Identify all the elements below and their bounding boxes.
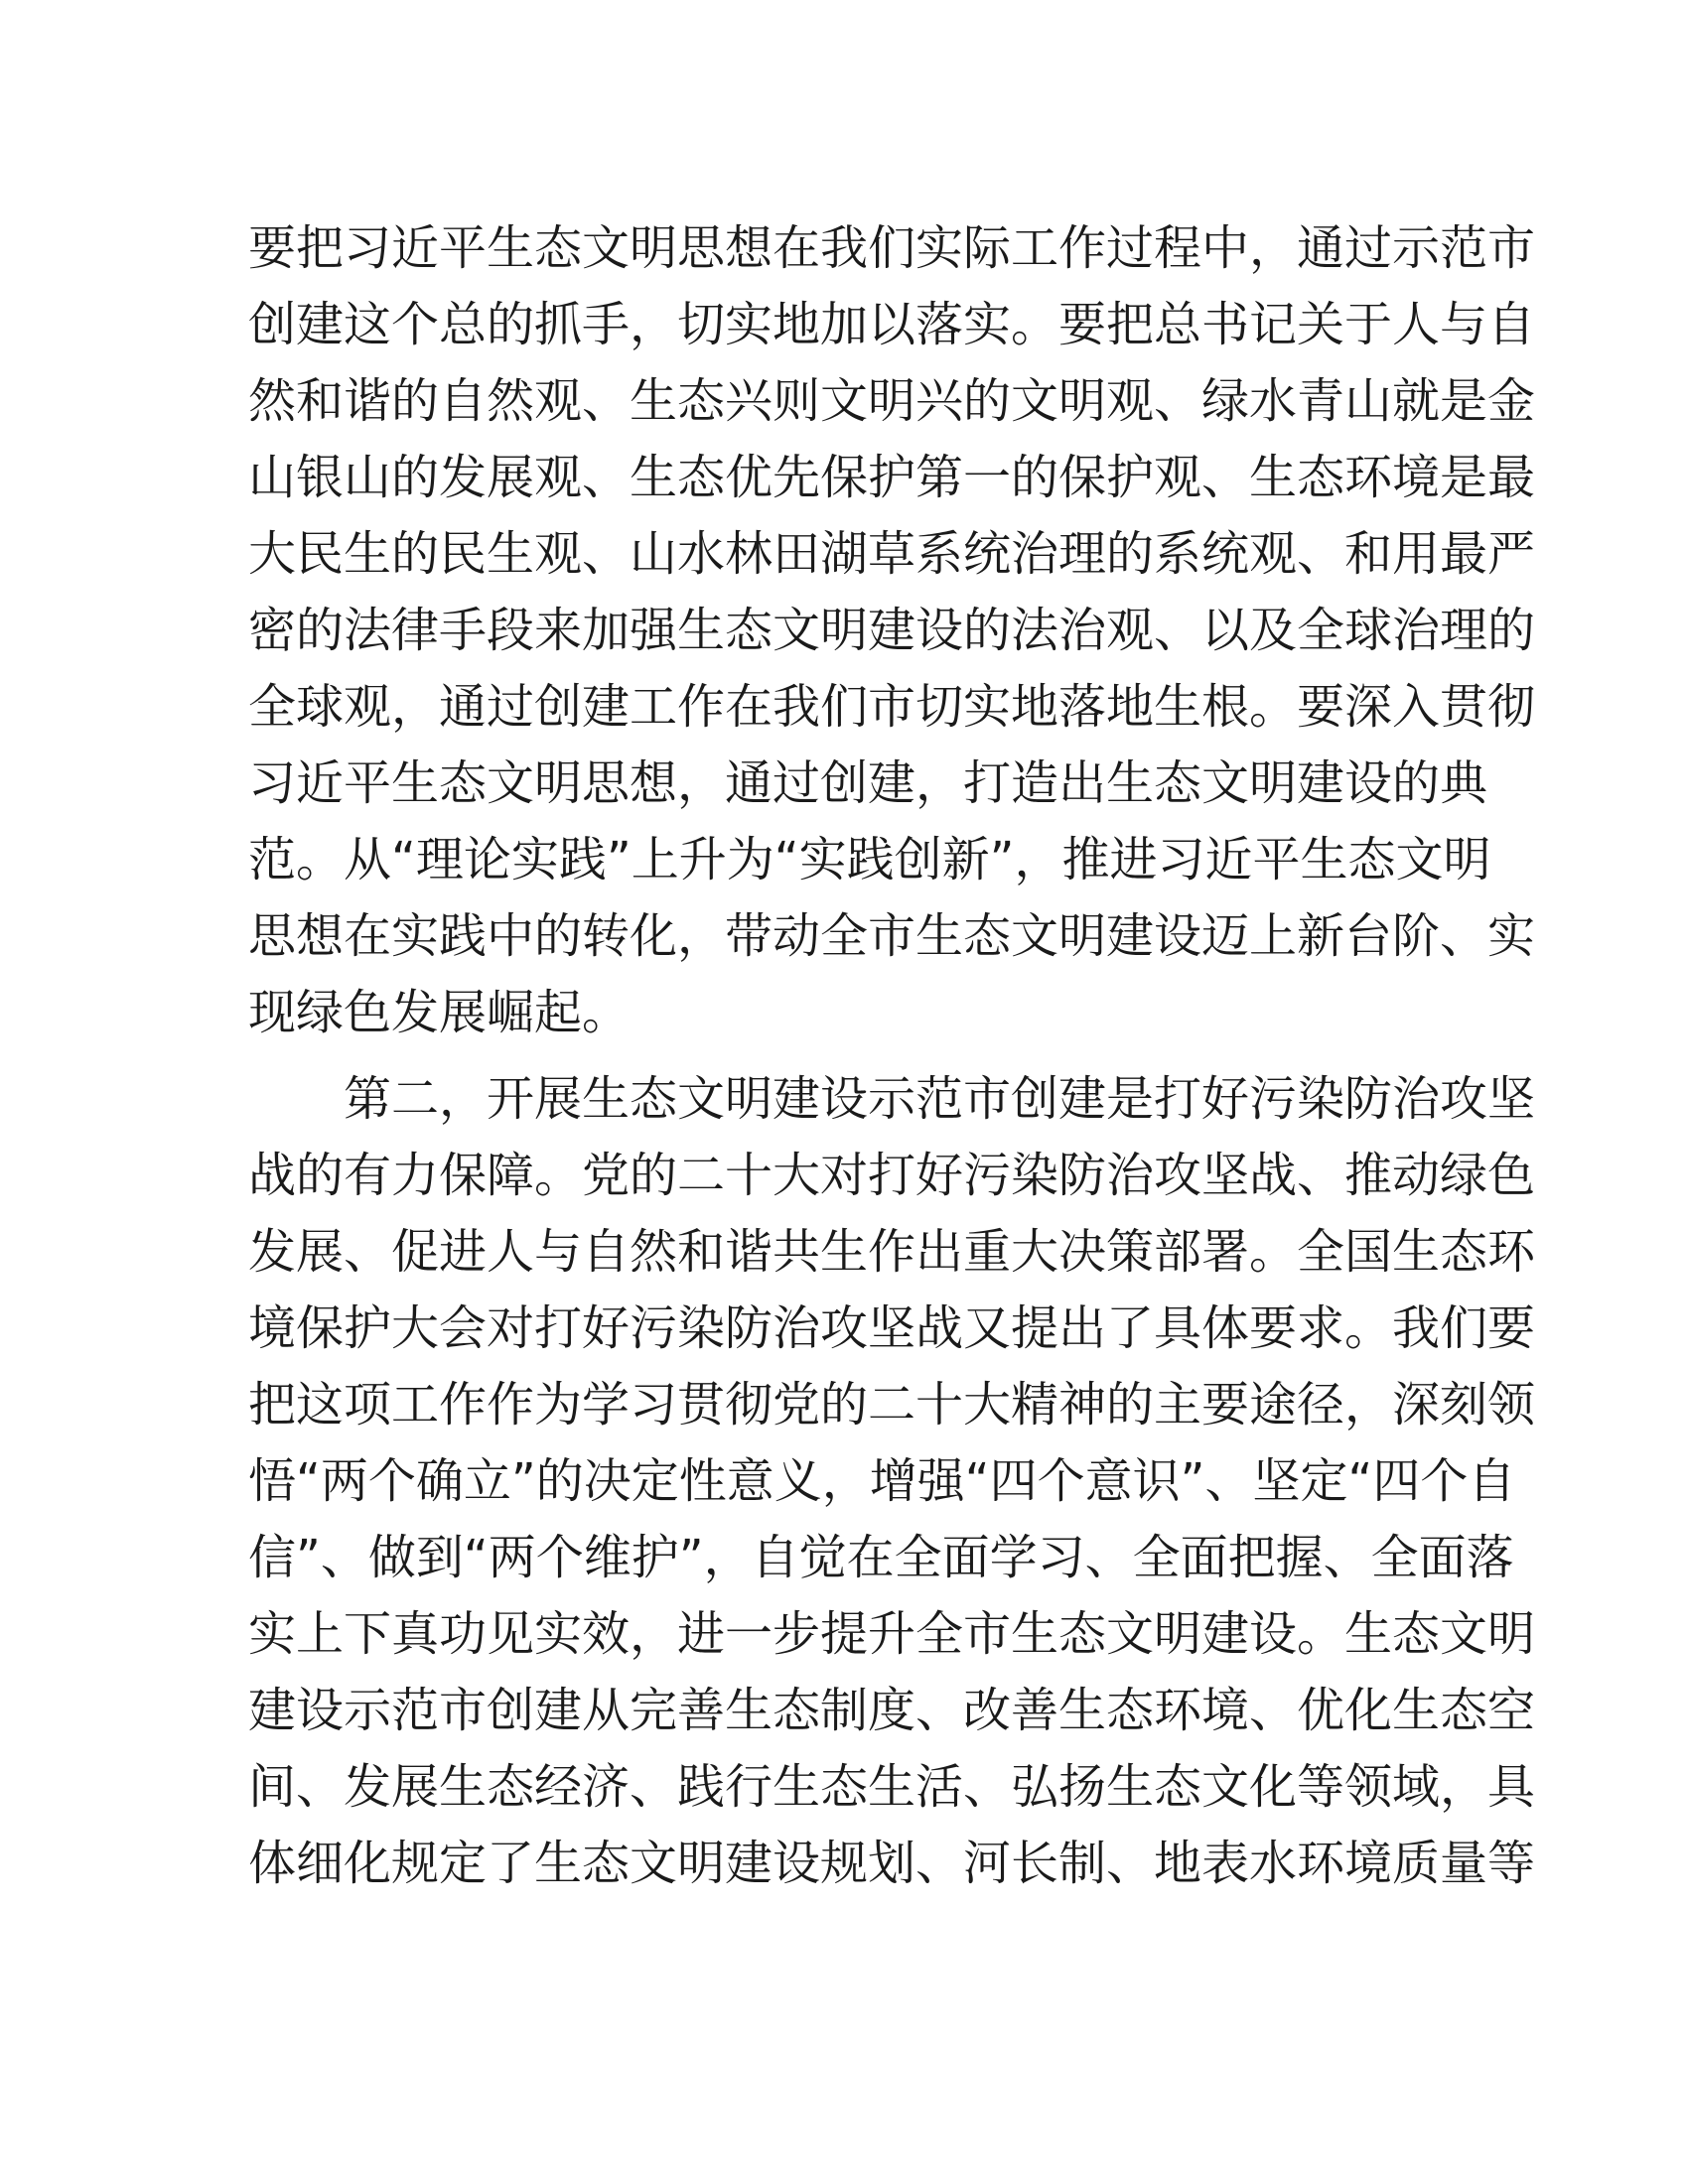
text-line: 间、发展生态经济、践行生态生活、弘扬生态文化等领域，具 bbox=[248, 1759, 1536, 1815]
text-line: 创建这个总的抓手，切实地加以落实。要把总书记关于人与自 bbox=[248, 297, 1536, 352]
text-line: 悟“两个确立”的决定性意义，增强“四个意识”、坚定“四个自 bbox=[248, 1453, 1516, 1509]
text-line: 范。从“理论实践”上升为“实践创新”，推进习近平生态文明 bbox=[248, 832, 1491, 887]
text-line: 要把习近平生态文明思想在我们实际工作过程中，通过示范市 bbox=[248, 220, 1536, 276]
text-line: 实上下真功见实效，进一步提升全市生态文明建设。生态文明 bbox=[248, 1606, 1536, 1662]
text-line: 体细化规定了生态文明建设规划、河长制、地表水环境质量等 bbox=[248, 1836, 1536, 1891]
text-line: 密的法律手段来加强生态文明建设的法治观、以及全球治理的 bbox=[248, 603, 1536, 658]
text-line: 山银山的发展观、生态优先保护第一的保护观、生态环境是最 bbox=[248, 450, 1536, 505]
text-line: 习近平生态文明思想，通过创建，打造出生态文明建设的典 bbox=[248, 755, 1488, 811]
text-line: 发展、促进人与自然和谐共生作出重大决策部署。全国生态环 bbox=[248, 1224, 1536, 1280]
text-line: 境保护大会对打好污染防治攻坚战又提出了具体要求。我们要 bbox=[248, 1300, 1536, 1356]
text-line: 全球观，通过创建工作在我们市切实地落地生根。要深入贯彻 bbox=[248, 679, 1536, 735]
text-line: 大民生的民生观、山水林田湖草系统治理的系统观、和用最严 bbox=[248, 526, 1536, 582]
body-text bbox=[248, 210, 1536, 1902]
text-line: 信”、做到“两个维护”，自觉在全面学习、全面把握、全面落 bbox=[248, 1530, 1514, 1585]
text-line: 建设示范市创建从完善生态制度、改善生态环境、优化生态空 bbox=[248, 1683, 1536, 1738]
text-line: 思想在实践中的转化，带动全市生态文明建设迈上新台阶、实 bbox=[248, 908, 1536, 964]
text-line: 现绿色发展崛起。 bbox=[248, 985, 631, 1040]
paragraph-spacer bbox=[248, 1051, 1440, 1061]
text-line: 把这项工作作为学习贯彻党的二十大精神的主要途径，深刻领 bbox=[248, 1377, 1536, 1433]
text-line: 战的有力保障。党的二十大对打好污染防治攻坚战、推动绿色 bbox=[248, 1148, 1536, 1203]
paragraph-1 bbox=[248, 210, 1536, 1051]
text-line: 第二，开展生态文明建设示范市创建是打好污染防治攻坚 bbox=[344, 1071, 1536, 1127]
paragraph-2 bbox=[248, 1061, 1536, 1902]
text-line: 然和谐的自然观、生态兴则文明兴的文明观、绿水青山就是金 bbox=[248, 373, 1536, 429]
